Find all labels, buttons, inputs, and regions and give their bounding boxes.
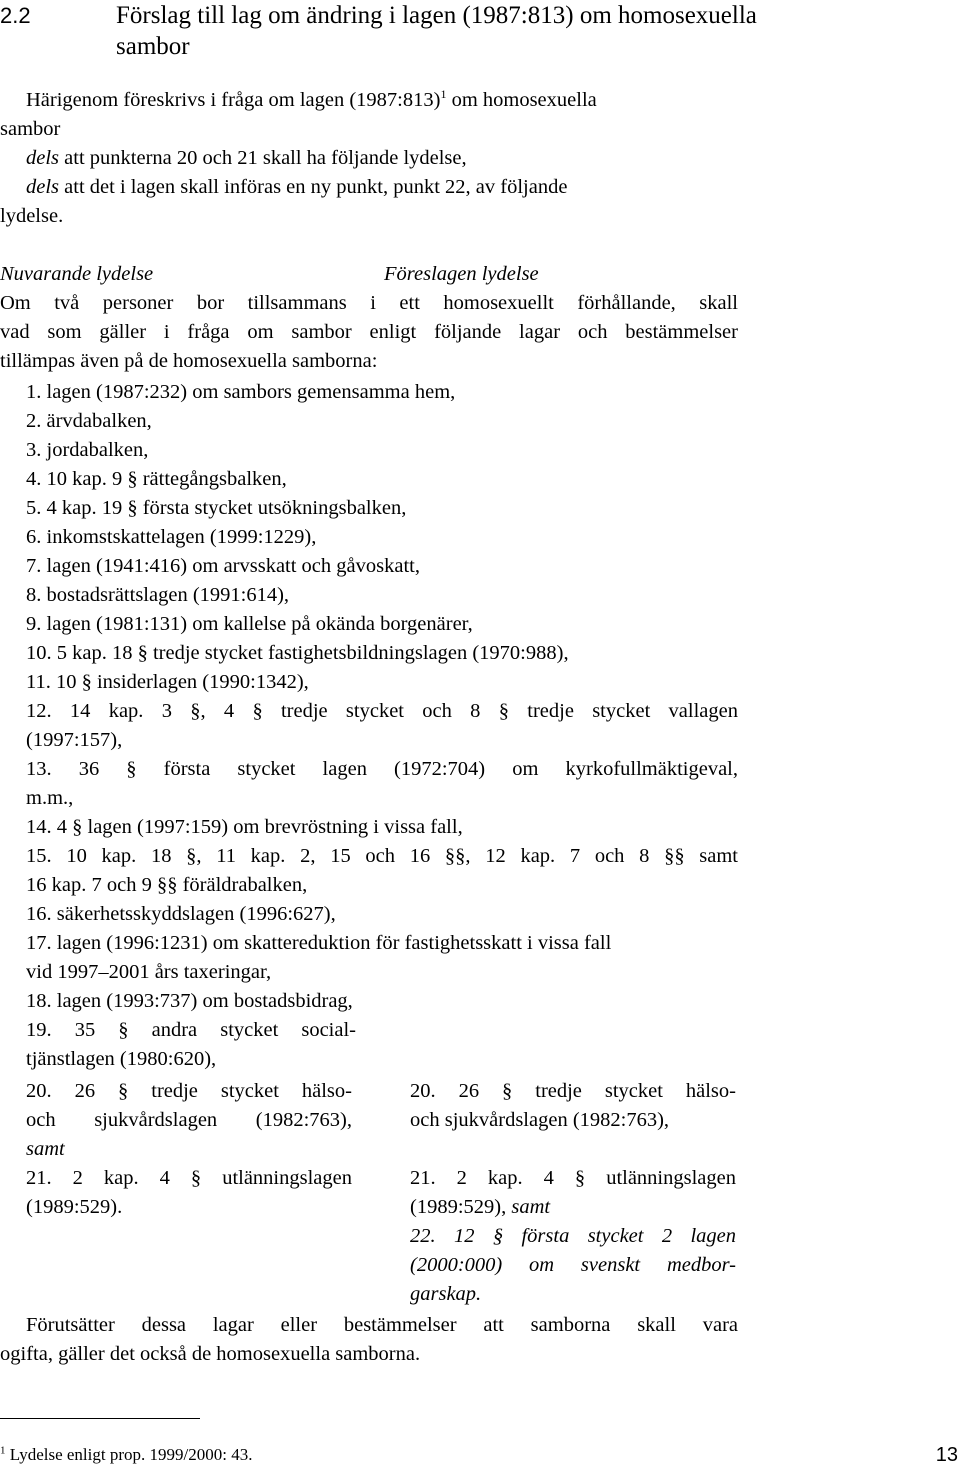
- list-item: 14. 4 § lagen (1997:159) om brevröstning i vissa fall,: [26, 816, 463, 838]
- list-item: 5. 4 kap. 19 § första stycket utsökningsbalken,: [26, 497, 407, 519]
- proposed-line: garskap.: [410, 1283, 482, 1305]
- list-item-continuation: m.m.,: [26, 787, 74, 809]
- list-item-line: 19. 35 § andra stycket social-: [26, 1019, 356, 1041]
- intro-text: att det i lagen skall införas en ny punkt, punkt 22, av följande: [59, 176, 568, 198]
- list-item: [26, 697, 738, 726]
- list-item: [26, 842, 738, 871]
- list-item-continuation: (1997:157),: [26, 729, 123, 751]
- list-item: 3. jordabalken,: [26, 439, 149, 461]
- intro-line-4: [26, 173, 567, 202]
- proposed-line: 20. 26 § tredje stycket hälso-: [410, 1080, 736, 1102]
- footnote-ref: 1: [440, 87, 447, 102]
- list-item: 4. 10 kap. 9 § rättegångsbalken,: [26, 468, 287, 490]
- list-item: [26, 1016, 356, 1045]
- list-item: 17. lagen (1996:1231) om skattereduktion för fastighetsskatt i vissa fall: [26, 932, 612, 954]
- body-line: Om två personer bor tillsammans i ett homosexuellt förhållande, skall: [0, 292, 738, 314]
- page-number: 13: [935, 1444, 958, 1466]
- list-item-continuation: tjänstlagen (1980:620),: [26, 1048, 217, 1070]
- body-paragraph: [0, 289, 738, 376]
- proposed-line: 22. 12 § första stycket 2 lagen: [410, 1225, 736, 1247]
- intro-text: Härigenom föreskrivs i fråga om lagen (1987:813): [26, 89, 441, 111]
- column-header-proposed: Föreslagen lydelse: [384, 263, 539, 285]
- section-title: Förslag till lag om ändring i lagen (1987:813) om homosexuella sambor: [116, 2, 757, 60]
- footnote: [0, 1444, 252, 1466]
- list-item-continuation: 16 kap. 7 och 9 §§ föräldrabalken,: [26, 874, 308, 896]
- proposed-item-22: [410, 1222, 736, 1309]
- current-line: samt: [26, 1138, 65, 1160]
- current-item-20: [26, 1077, 352, 1164]
- proposed-item-20: [410, 1077, 736, 1135]
- list-item-line: 15. 10 kap. 18 §, 11 kap. 2, 15 och 16 §§, 12 kap. 7 och 8 §§ samt: [26, 845, 738, 867]
- proposed-line: (2000:000) om svenskt medbor-: [410, 1254, 736, 1276]
- list-item: 18. lagen (1993:737) om bostadsbidrag,: [26, 990, 353, 1012]
- column-header-current: Nuvarande lydelse: [0, 263, 154, 285]
- list-item-line: 13. 36 § första stycket lagen (1972:704) om kyrkofullmäktigeval,: [26, 758, 738, 780]
- closing-paragraph: [26, 1311, 738, 1340]
- intro-line-3: [26, 144, 467, 173]
- body-line: tillämpas även på de homosexuella samborna:: [0, 350, 378, 372]
- list-item: 1. lagen (1987:232) om sambors gemensamma hem,: [26, 381, 456, 403]
- intro-text: att punkterna 20 och 21 skall ha följande lydelse,: [59, 147, 467, 169]
- section-number: 2.2: [0, 3, 31, 28]
- footnote-mark: 1: [0, 1444, 6, 1457]
- current-line: och sjukvårdslagen (1982:763),: [26, 1109, 352, 1131]
- list-item: 11. 10 § insiderlagen (1990:1342),: [26, 671, 309, 693]
- list-item: 6. inkomstskattelagen (1999:1229),: [26, 526, 317, 548]
- list-item: 16. säkerhetsskyddslagen (1996:627),: [26, 903, 336, 925]
- proposed-text: (1989:529),: [410, 1196, 512, 1218]
- closing-line: Förutsätter dessa lagar eller bestämmelser att samborna skall vara: [26, 1314, 738, 1336]
- body-line: vad som gäller i fråga om sambor enligt följande lagar och bestämmelser: [0, 321, 738, 343]
- closing-line: ogifta, gäller det också de homosexuella samborna.: [0, 1343, 421, 1365]
- proposed-line: och sjukvårdslagen (1982:763),: [410, 1109, 670, 1131]
- footnote-rule: [0, 1418, 200, 1419]
- emphasis: dels: [26, 176, 60, 198]
- current-line: 21. 2 kap. 4 § utlänningslagen: [26, 1167, 352, 1189]
- intro-line-1: [26, 86, 597, 115]
- current-line: 20. 26 § tredje stycket hälso-: [26, 1080, 352, 1102]
- emphasis: dels: [26, 147, 60, 169]
- list-item: 9. lagen (1981:131) om kallelse på okända borgenärer,: [26, 613, 473, 635]
- list-item-continuation: vid 1997–2001 års taxeringar,: [26, 961, 272, 983]
- list-item: 7. lagen (1941:416) om arvsskatt och gåvoskatt,: [26, 555, 420, 577]
- list-item: 8. bostadsrättslagen (1991:614),: [26, 584, 290, 606]
- proposed-line: [410, 1193, 736, 1222]
- current-item-21: [26, 1164, 352, 1222]
- emphasis: samt: [511, 1196, 551, 1218]
- footnote-text: Lydelse enligt prop. 1999/2000: 43.: [5, 1445, 253, 1464]
- list-item-line: 12. 14 kap. 3 §, 4 § tredje stycket och 8 § tredje stycket vallagen: [26, 700, 738, 722]
- list-item: 10. 5 kap. 18 § tredje stycket fastighetsbildningslagen (1970:988),: [26, 642, 569, 664]
- list-item: 2. ärvdabalken,: [26, 410, 152, 432]
- intro-line-5: lydelse.: [0, 205, 64, 227]
- proposed-line: 21. 2 kap. 4 § utlänningslagen: [410, 1167, 736, 1189]
- proposed-item-21: [410, 1164, 736, 1222]
- intro-line-2: sambor: [0, 118, 61, 140]
- intro-text: om homosexuella: [446, 89, 597, 111]
- list-item: [26, 755, 738, 784]
- current-line: (1989:529).: [26, 1196, 123, 1218]
